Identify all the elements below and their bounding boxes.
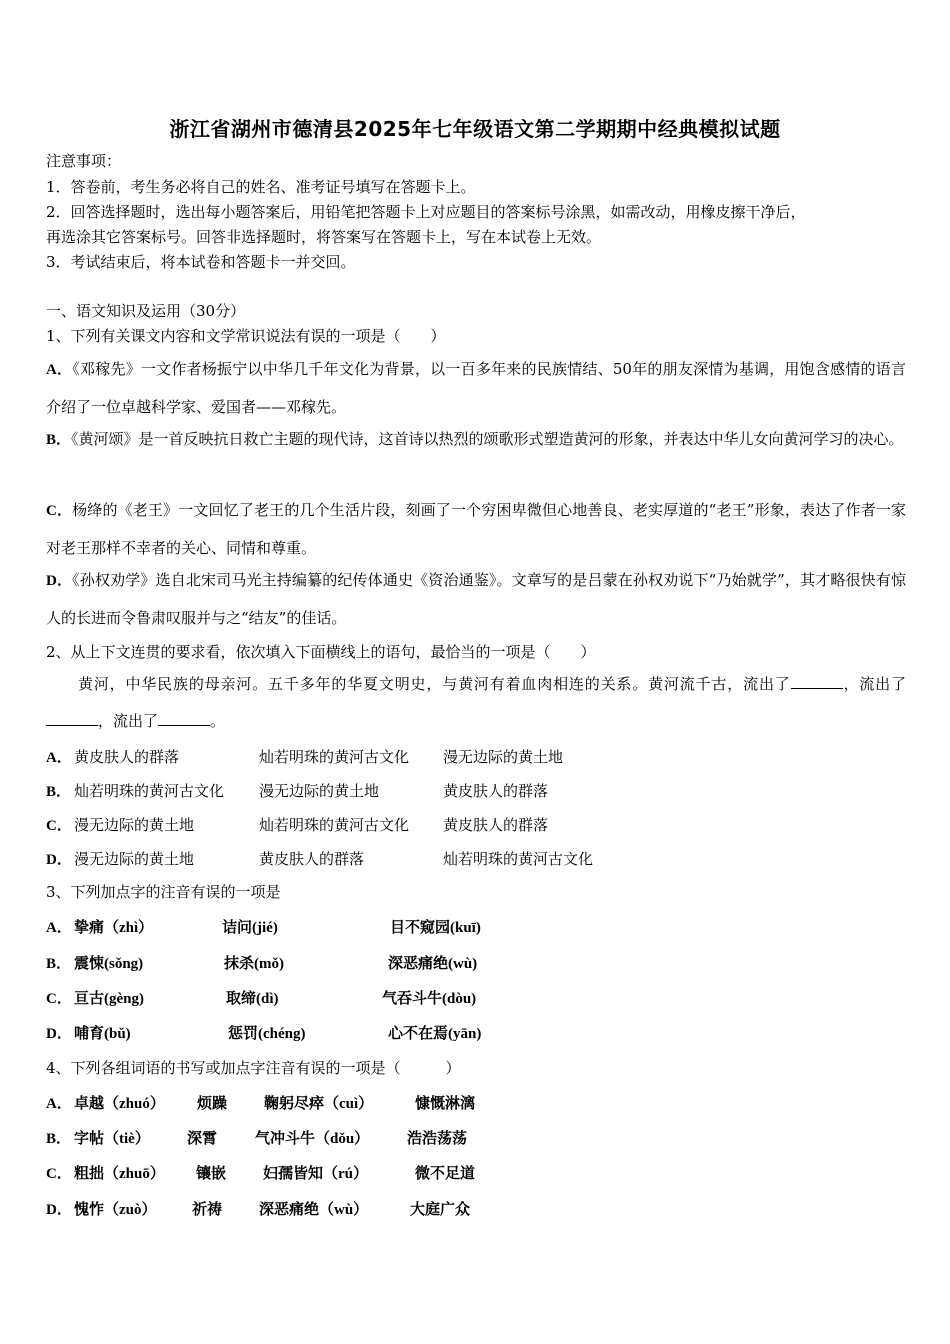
passage-text: 。 xyxy=(210,712,226,730)
option-choice: 祈祷 xyxy=(192,1202,223,1218)
option-choice: 震悚(sǒng) xyxy=(74,956,144,972)
option-choice: 漫无边际的黄土地 xyxy=(259,782,380,800)
option-choice: 灿若明珠的黄河古文化 xyxy=(259,816,410,834)
option-choice: 抹杀(mǒ) xyxy=(224,956,284,972)
option-label: B． xyxy=(46,784,72,800)
option-choice: 黄皮肤人的群落 xyxy=(74,748,180,766)
question-1-option-c xyxy=(46,492,906,567)
section-heading: 一、语文知识及运用（30分） xyxy=(46,302,246,320)
option-choice: 浩浩荡荡 xyxy=(407,1131,468,1147)
option-text: 《邓稼先》一文作者杨振宁以中华几千年文化为背景，以一百多年来的民族情结、50年的朋友深情为基调，用饱含感情的语言介绍了一位卓越科学家、爱国者——邓稼先。 xyxy=(46,360,907,416)
option-label: A． xyxy=(46,750,72,766)
question-4-stem: 4、下列各组词语的书写或加点字注音有误的一项是（ ） xyxy=(46,1059,461,1077)
option-label: B． xyxy=(46,432,72,448)
question-1-option-a xyxy=(46,351,906,426)
option-choice: 黄皮肤人的群落 xyxy=(259,850,365,868)
option-choice: 深恶痛绝（wù） xyxy=(259,1202,369,1218)
option-text: 杨绛的《老王》一文回忆了老王的几个生活片段，刻画了一个穷困卑微但心地善良、老实厚道的“老王”形象，表达了作者一家对老王那样不幸者的关心、同情和尊重。 xyxy=(46,501,907,557)
option-choice: 镶嵌 xyxy=(196,1166,227,1182)
question-3-option-a xyxy=(46,916,906,938)
option-choice: 心不在焉(yān) xyxy=(388,1026,482,1042)
option-label: C． xyxy=(46,1166,72,1182)
question-3-option-c xyxy=(46,987,906,1009)
option-label: A． xyxy=(46,920,72,936)
page-title: 浙江省湖州市德清县2025年七年级语文第二学期期中经典模拟试题 xyxy=(169,117,781,141)
option-choice: 大庭广众 xyxy=(410,1202,471,1218)
question-2-stem: 2、从上下文连贯的要求看，依次填入下面横线上的语句，最恰当的一项是（ ） xyxy=(46,643,596,661)
option-choice: 深恶痛绝(wù) xyxy=(388,956,478,972)
option-choice: 漫无边际的黄土地 xyxy=(74,816,195,834)
notice-item: 2．回答选择题时，选出每小题答案后，用铅笔把答题卡上对应题目的答案标号涂黑，如需改动，用橡皮擦干净后， xyxy=(46,203,806,221)
notice-heading: 注意事项： xyxy=(46,152,122,170)
option-label: C． xyxy=(46,818,72,834)
option-choice: 深霄 xyxy=(187,1131,218,1147)
option-choice: 气冲斗牛（dǒu） xyxy=(255,1131,370,1147)
question-2-option-a xyxy=(46,746,906,768)
option-choice: 目不窥园(kuī) xyxy=(390,920,481,936)
notice-item: 再选涂其它答案标号。回答非选择题时，将答案写在答题卡上，写在本试卷上无效。 xyxy=(46,228,602,246)
option-label: A． xyxy=(46,362,73,378)
option-choice: 亘古(gèng) xyxy=(74,991,144,1007)
question-2-option-b xyxy=(46,780,906,802)
option-label: D． xyxy=(46,1202,72,1218)
passage-text: ，流出了 xyxy=(842,675,906,693)
passage-text: ，流出了 xyxy=(98,712,159,730)
option-choice: 惩罚(chéng) xyxy=(228,1026,306,1042)
option-choice: 烦躁 xyxy=(197,1096,228,1112)
option-choice: 粗拙（zhuō） xyxy=(74,1166,165,1182)
option-text: 《黄河颂》是一首反映抗日救亡主题的现代诗，这首诗以热烈的颂歌形式塑造黄河的形象，并表达中华儿女向黄河学习的决心。 xyxy=(71,430,904,448)
option-choice: 黄皮肤人的群落 xyxy=(443,782,549,800)
option-choice: 鞠躬尽瘁（cuì） xyxy=(264,1096,374,1112)
question-2-passage xyxy=(46,666,906,740)
option-choice: 灿若明珠的黄河古文化 xyxy=(443,850,594,868)
question-3-option-b xyxy=(46,952,906,974)
option-choice: 黄皮肤人的群落 xyxy=(443,816,549,834)
option-label: B． xyxy=(46,1131,72,1147)
question-4-option-a xyxy=(46,1092,906,1114)
option-choice: 字帖（tiè） xyxy=(74,1131,150,1147)
question-3-option-d xyxy=(46,1022,906,1044)
option-choice: 哺育(bǔ) xyxy=(74,1026,131,1042)
option-choice: 卓越（zhuó） xyxy=(74,1096,165,1112)
fill-blank xyxy=(46,711,98,726)
option-label: D． xyxy=(46,573,73,589)
option-choice: 气吞斗牛(dòu) xyxy=(382,991,477,1007)
question-4-option-d xyxy=(46,1198,906,1220)
option-label: C． xyxy=(46,991,72,1007)
option-choice: 取缔(dì) xyxy=(226,991,279,1007)
option-choice: 灿若明珠的黄河古文化 xyxy=(259,748,410,766)
question-1-stem: 1、下列有关课文内容和文学常识说法有误的一项是（ ） xyxy=(46,327,446,345)
option-label: A． xyxy=(46,1096,72,1112)
option-choice: 漫无边际的黄土地 xyxy=(443,748,564,766)
option-choice: 微不足道 xyxy=(415,1166,476,1182)
option-choice: 挚痛（zhì） xyxy=(74,920,154,936)
passage-text: 黄河，中华民族的母亲河。五千多年的华夏文明史，与黄河有着血肉相连的关系。黄河流千古，流出了 xyxy=(78,675,791,693)
question-1-option-d xyxy=(46,562,906,637)
question-2-option-d xyxy=(46,848,906,870)
question-3-stem: 3、下列加点字的注音有误的一项是 xyxy=(46,883,281,901)
option-label: D． xyxy=(46,1026,72,1042)
fill-blank xyxy=(158,711,210,726)
option-label: B． xyxy=(46,956,72,972)
option-choice: 妇孺皆知（rú） xyxy=(263,1166,369,1182)
notice-item: 1．答卷前，考生务必将自己的姓名、准考证号填写在答题卡上。 xyxy=(46,178,476,196)
option-choice: 愧怍（zuò） xyxy=(74,1202,157,1218)
option-label: D． xyxy=(46,852,72,868)
question-4-option-b xyxy=(46,1127,906,1149)
option-choice: 灿若明珠的黄河古文化 xyxy=(74,782,225,800)
question-2-option-c xyxy=(46,814,906,836)
question-1-option-b xyxy=(46,421,906,459)
option-choice: 漫无边际的黄土地 xyxy=(74,850,195,868)
option-text: 《孙权劝学》选自北宋司马光主持编纂的纪传体通史《资治通鉴》。文章写的是吕蒙在孙权劝说下“乃始就学”，其才略很快有惊人的长进而令鲁肃叹服并与之“结友”的佳话。 xyxy=(46,571,906,627)
option-choice: 诘问(jié) xyxy=(222,920,278,936)
option-choice: 慷慨淋漓 xyxy=(415,1096,476,1112)
notice-item: 3．考试结束后，将本试卷和答题卡一并交回。 xyxy=(46,253,356,271)
question-4-option-c xyxy=(46,1162,906,1184)
fill-blank xyxy=(791,674,843,689)
option-label: C． xyxy=(46,503,73,519)
